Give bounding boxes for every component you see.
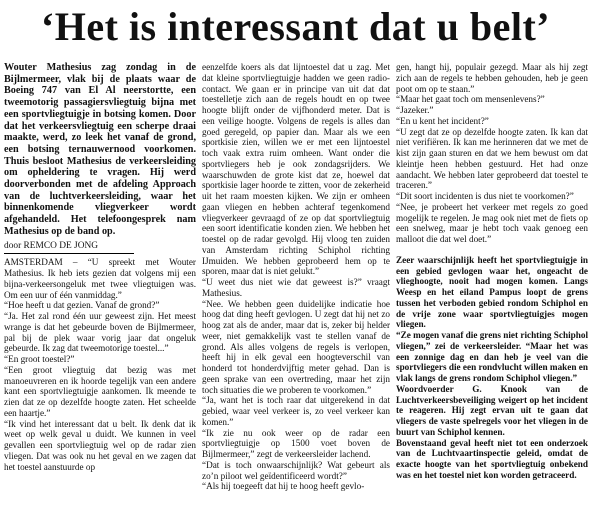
- column-2-body: [202, 62, 390, 492]
- article-paragraph: Bovenstaand geval heeft niet tot een onderzoek van de Luchtvaartinspectie geleid, omdat de exacte hoogte van het sportvliegtuig onbekend was en het toestel niet kon worden getraceerd.: [396, 437, 588, 480]
- article-paragraph: “Nee, je probeert het verkeer met regels zo goed mogelijk te regelen. Je mag ook niet met de fiets op een snelweg, maar je hebt toch vaak genoeg een malloot die dat wel doet.”: [396, 201, 588, 244]
- column-1-body: [4, 257, 196, 472]
- article-paragraph: “Hoe heeft u dat gezien. Vanaf de grond?”: [4, 300, 160, 311]
- article-paragraph: “Ze mogen vanaf die grens niet richting Schiphol vliegen,” zei de verkeersleider. “Maar het was een zonnige dag en dan heb je veel van die sportvliegers die een rondvlucht willen maken en vlak langs de grens rondom Schiphol vliegen.”: [396, 330, 588, 383]
- article-paragraph: AMSTERDAM – “U spreekt met Wouter Mathesius. Ik heb iets gezien dat volgens mij een bijna-verkeersongeluk met twee vliegtuigen was. Om een uur of één vanmiddag.”: [4, 257, 196, 300]
- article-paragraph: “U weet dus niet wie dat geweest is?” vraagt Mathesius.: [202, 277, 390, 298]
- column-1: [4, 62, 196, 504]
- article-paragraph: Zeer waarschijnlijk heeft het sportvliegtuigje in een gebied gevlogen waar het, ongeacht de vlieghoogte, nooit had mogen komen. Langs Weesp en het eiland Pampus loopt de grens tussen het verboden gebied rondom Schiphol en de vrije zone waar sportvliegtuigjes mogen vliegen.: [396, 254, 588, 330]
- article-paragraph: “En u kent het incident?”: [396, 115, 489, 126]
- article-paragraph: “Ja. Het zal rond één uur geweest zijn. Het meest wrange is dat het gebeurde boven de Bijlmermeer, pal bij de plek waar vorig jaar dat ongeluk gebeurde. Ik zag dat tweemotorige toestel...”: [4, 311, 196, 354]
- article-paragraph: “Ik zie nu ook weer op de radar een sportvliegtuigje op 1500 voet boven de Bijlmermeer,” zegt de verkeersleider lachend.: [202, 427, 390, 459]
- article-paragraph: “Een groot vliegtuig dat bezig was met manoeuvreren en ik hoorde tegelijk van een andere kant een sportvliegtuigje aankomen. Ik meende te zien dat ze op dezelfde hoogte zaten. Het scheelde een haartje.”: [4, 364, 196, 418]
- article-paragraph: “Ik vind het interessant dat u belt. Ik denk dat ik weet op welk geval u duidt. We kunnen in veel gevallen een sportvliegtuig wel op de radar zien vliegen. Dat was ook nu het geval en we zagen dat het toestel aanstuurde op: [4, 418, 196, 472]
- intro-paragraph: Wouter Mathesius zag zondag in de Bijlmermeer, vlak bij de plaats waar de Boeing 747 van El Al neerstortte, een tweemotorig passagiersvliegtuig bijna met een sportvliegtuigje in botsing komen. Door dat het verkeersvliegtuig een scherpe draai maakte, werd, zo leek het vanaf de grond, een botsing ternauwernood voorkomen. Thuis besloot Mathesius de verkeersleiding om opheldering te vragen. Hij werd doorverbonden met de afdeling Approach van de luchtverkeersleiding, waar het binnenkomende vliegverkeer wordt afgehandeld. Het telefoongesprek nam Mathesius op de band op.: [4, 62, 196, 237]
- article-paragraph: gen, hangt hij, populair gezegd. Maar als hij zegt zich aan de regels te hebben gehouden, heb je geen poot om op te staan.”: [396, 62, 588, 94]
- article-paragraph: “Jazeker.”: [396, 105, 434, 115]
- article-paragraph: “En groot toestel?”: [4, 354, 75, 365]
- article-paragraph: “Als hij toegeeft dat hij te hoog heeft gevlo-: [202, 481, 365, 492]
- column-3: [396, 62, 588, 504]
- article-paragraph: “Nee. We hebben geen duidelijke indicatie hoe hoog dat ding heeft gevlogen. U zegt dat hij net zo hoog zat als de ander, maar dat is, zeker bij helder weer, niet gemakkelijk vast te stellen vanaf de grond. Als alles volgens de regels is verlopen, heeft hij in elk geval een hoogteverschil van honderd tot honderdvijftig meter gehad. Dan is geen sprake van een overtreding, maar het zijn toch situaties die we proberen te voorkomen.”: [202, 298, 390, 395]
- column-3-body-b: [396, 255, 588, 481]
- article-paragraph: “Dat is toch onwaarschijnlijk? Wat gebeurt als zo’n piloot wel geïdentificeerd wordt?”: [202, 459, 390, 481]
- article-paragraph: “U zegt dat ze op dezelfde hoogte zaten. Ik kan dat niet verifiëren. Ik kan me herinneren dat we met de kist zijn gaan sturen en dat we hem bewust om dat kleintje heen hebben gestuurd. Het had onze aandacht. We hebben later geprobeerd dat toestel te traceren.”: [396, 126, 588, 191]
- byline: door REMCO DE JONG: [4, 240, 99, 251]
- column-3-body-a: [396, 62, 588, 245]
- article-paragraph: Woordvoerder G. Knook van de Luchtverkeersbeveiliging weigert op het incident te reageren. Hij zegt ervan uit te gaan dat vliegers de vaste spelregels voor het vliegen in de buurt van Schiphol kennen.: [396, 383, 588, 437]
- article-paragraph: eenzelfde koers als dat lijntoestel dat u zag. Met dat kleine sportvliegtuigje hadden we geen radio-contact. We gaan er in principe van uit dat dat toestelletje zich aan de regels houdt en op twee hoogte blijft onder de vijfhonderd meter. Dat is een veilige hoogte. Volgens de regels is alles dan goed geregeld, op papier dan. Maar als we een sportkisie zien, willen we er met een lijntoestel toch vaak extra ruim omheen. Want onder die sportvliegers heb je ook zondagsrijders. We waarschuwden de grote kist dat ze, hoewel dat sportkisie lager hoorde te zitten, voor de zekerheid uit het raam moesten kijken. We zijn er omheen gaan vliegen en hebben achteraf tegenkomend vliegverkeer gevraagd of ze op dat sportvliegtuig een soort identificatie konden zien. We hebben het toestel op de radar gevolgd. Hij vloog ten zuiden van Amsterdam richting Schiphol richting IJmuiden. We hebben geprobeerd hem op te sporen, maar dat is niet gelukt.”: [202, 62, 390, 277]
- article-paragraph: “Ja, want het is toch raar dat uitgerekend in dat gebied, waar veel verkeer is, zo veel verkeer kan komen.”: [202, 395, 390, 427]
- column-2: [202, 62, 390, 504]
- article-paragraph: “Maar het gaat toch om mensenlevens?”: [396, 94, 545, 105]
- article-paragraph: “Dit soort incidenten is dus niet te voorkomen?”: [396, 191, 574, 201]
- headline: ‘Het is interessant dat u belt’: [40, 4, 551, 49]
- byline-rule: [4, 253, 134, 254]
